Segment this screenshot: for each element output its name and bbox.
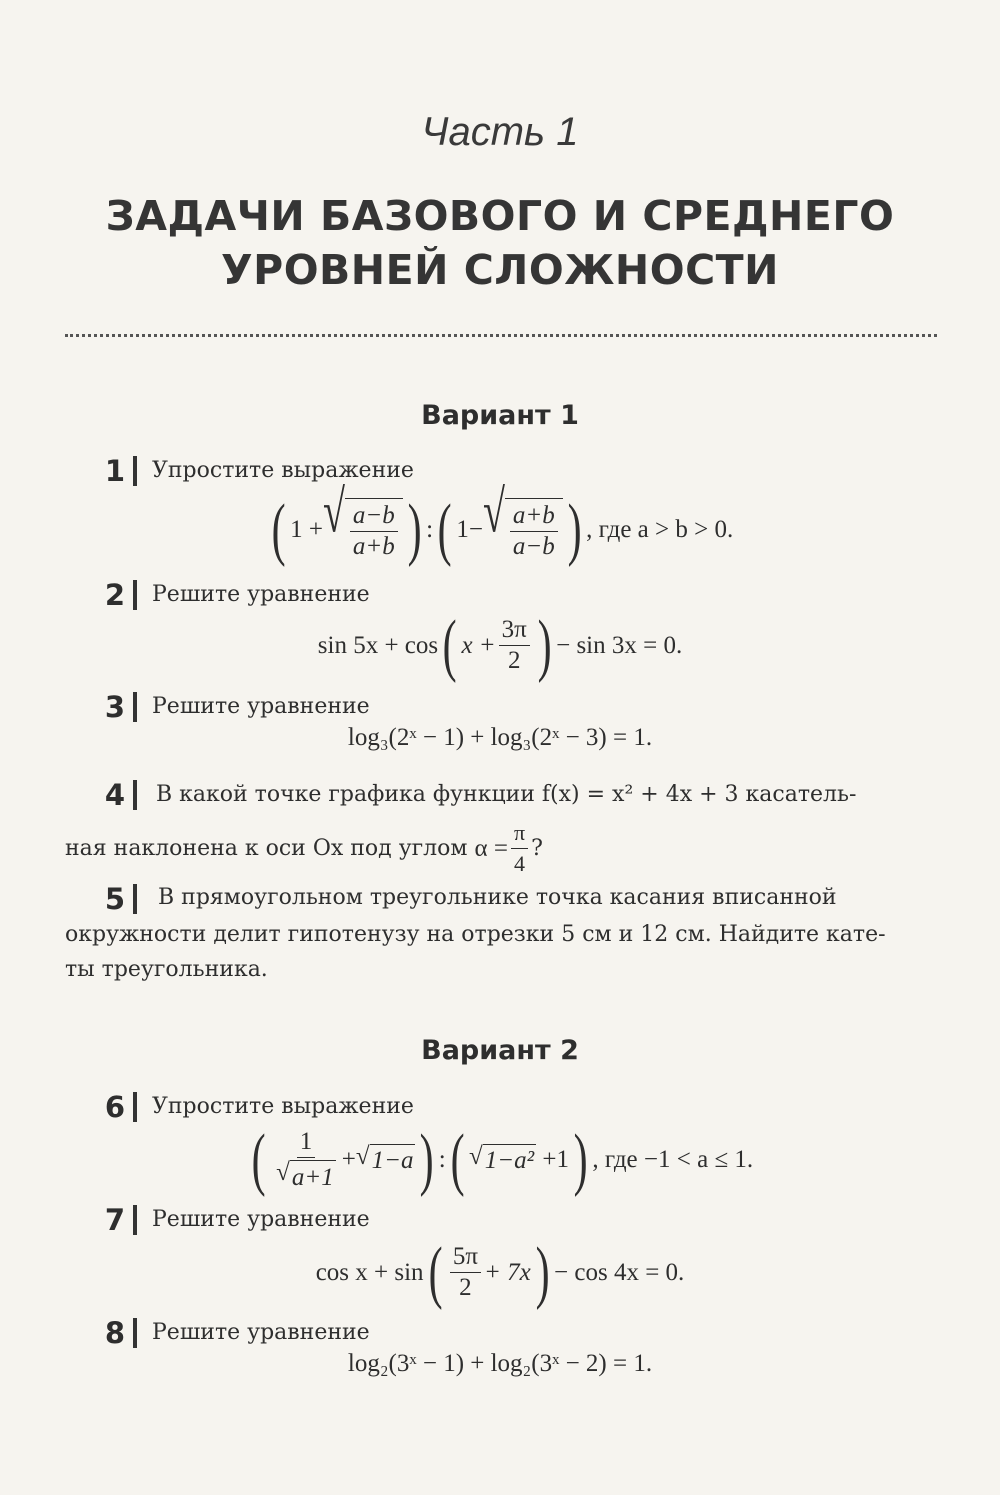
- problem-8-formula: log₂(3ˣ − 1) + log₂(3ˣ − 2) = 1.: [347, 1350, 653, 1377]
- chapter-title-line1: ЗАДАЧИ БАЗОВОГО И СРЕДНЕГО: [105, 192, 895, 240]
- problem-number: 7: [104, 1203, 125, 1237]
- problem-text: В прямоугольном треугольнике точка касания вписанной: [158, 885, 837, 910]
- problem-number: 1: [104, 454, 125, 488]
- dotted-divider: [65, 334, 937, 337]
- part-label: Часть 1: [421, 110, 579, 154]
- problem-1-formula: ( 1 + √ $\frac{a-b}{a+b}$ ) : ( 1− √ $\frac{a+b}{a-b}$ ) , где a > b > 0.: [271, 477, 734, 568]
- problem-7-formula: cos x + sin ( $\frac{5\pi}{2}$ + 7x ) − cos 4x = 0.: [315, 1233, 685, 1311]
- number-bar: [133, 780, 137, 810]
- variant-1-heading: Вариант 1: [421, 400, 579, 431]
- problem-number: 8: [104, 1316, 125, 1350]
- problem-text: Решите уравнение: [152, 582, 370, 607]
- problem-text: Решите уравнение: [152, 694, 370, 719]
- problem-number: 5: [104, 882, 125, 916]
- problem-6-formula: ( 1 √ a+1 + √ 1−a ) : ( √ 1−a² +1 ) , где −1 < a ≤ 1.: [251, 1120, 754, 1198]
- problem-number: 2: [104, 578, 125, 612]
- problem-5-continuation: окружности делит гипотенузу на отрезки 5 см и 12 см. Найдите кате-: [65, 922, 886, 947]
- problem-number: 3: [104, 690, 125, 724]
- problem-text: Решите уравнение: [152, 1207, 370, 1232]
- problem-number: 4: [104, 778, 125, 812]
- problem-text: Решите уравнение: [152, 1320, 370, 1345]
- problem-number: 6: [104, 1090, 125, 1124]
- problem-text: Упростите выражение: [152, 1094, 414, 1119]
- variant-2-heading: Вариант 2: [421, 1035, 579, 1066]
- number-bar: [133, 1318, 137, 1348]
- problem-3-formula: log₃(2ˣ − 1) + log₃(2ˣ − 3) = 1.: [347, 724, 653, 751]
- number-bar: [133, 884, 137, 914]
- number-bar: [133, 1205, 137, 1235]
- chapter-title-line2: УРОВНЕЙ СЛОЖНОСТИ: [221, 246, 779, 294]
- problem-2-formula: sin 5x + cos ( x + $\frac{3\pi}{2}$ ) − sin 3x = 0.: [317, 606, 683, 684]
- problem-text: Упростите выражение: [152, 458, 414, 483]
- problem-4-continuation: ная наклонена к оси Ox под углом α = $\frac{\pi}{4}$ ?: [65, 820, 543, 876]
- number-bar: [133, 1092, 137, 1122]
- number-bar: [133, 692, 137, 722]
- number-bar: [133, 456, 137, 486]
- problem-5-continuation-2: ты треугольника.: [65, 957, 268, 982]
- problem-text: В какой точке графика функции f(x) = x² + 4x + 3 касатель-: [156, 782, 857, 807]
- number-bar: [133, 580, 137, 610]
